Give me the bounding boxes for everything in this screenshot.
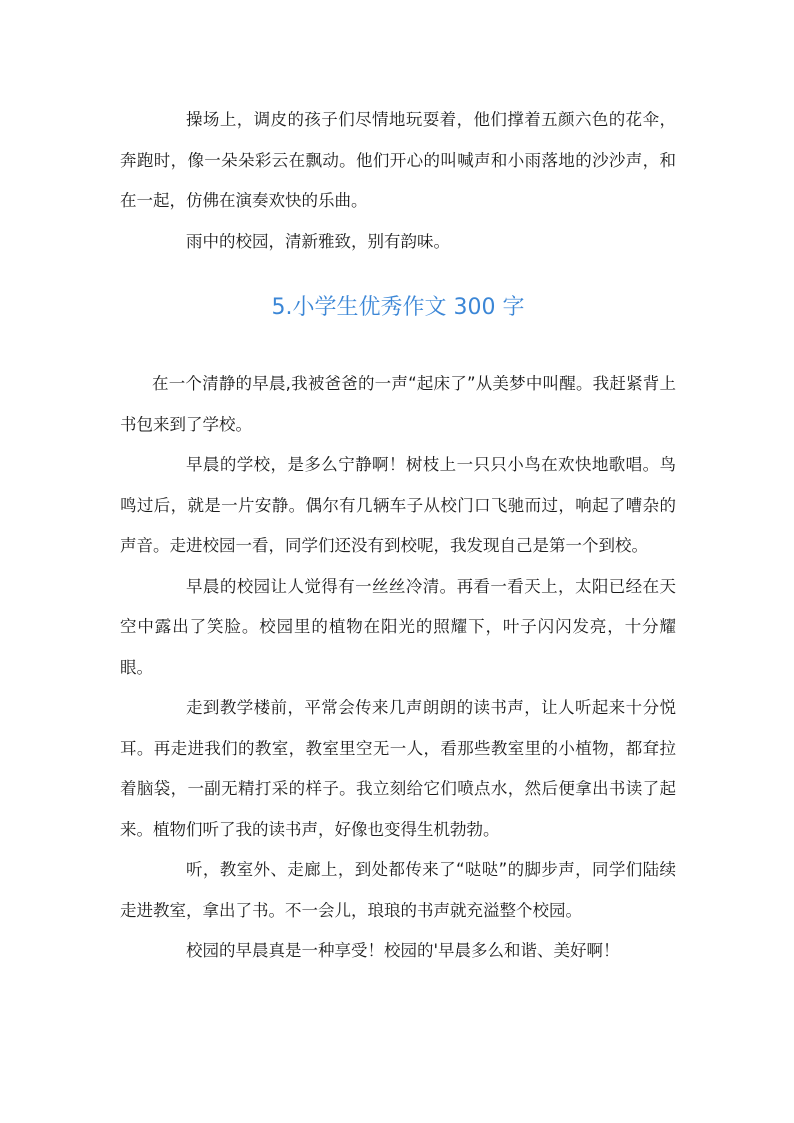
paragraph-conclusion: 校园的早晨真是一种享受！校园的'早晨多么和谐、美好啊！	[186, 941, 620, 960]
section-heading: 5.小学生优秀作文 300 字	[271, 295, 525, 320]
document-page	[120, 100, 676, 972]
paragraph-classroom: 走到教学楼前，平常会传来几声朗朗的读书声，让人听起来十分悦耳。再走进我们的教室，教室里空无一人，看那些教室里的小植物，都耷拉着脑袋，一副无精打采的样子。我立刻给它们喷点水，然后便拿出书读了起来。植物们听了我的读书声，好像也变得生机勃勃。	[120, 698, 676, 839]
paragraph-cold-campus: 早晨的校园让人觉得有一丝丝冷清。再看一看天上，太阳已经在天空中露出了笑脸。校园里的植物在阳光的照耀下，叶子闪闪发亮，十分耀眼。	[120, 576, 676, 677]
paragraph-rain-campus: 雨中的校园，清新雅致，别有韵味。	[186, 231, 450, 251]
paragraph-footsteps: 听，教室外、走廊上，到处都传来了“哒哒”的脚步声，同学们陆续走进教室，拿出了书。不一会儿，琅琅的书声就充溢整个校园。	[120, 860, 676, 920]
paragraph-morning-wake: 在一个清静的早晨,我被爸爸的一声“起床了”从美梦中叫醒。我赶紧背上书包来到了学校。	[120, 374, 676, 434]
paragraph-playground: 操场上，调皮的孩子们尽情地玩耍着，他们撑着五颜六色的花伞，奔跑时，像一朵朵彩云在飘动。他们开心的叫喊声和小雨落地的沙沙声，和在一起，仿佛在演奏欢快的乐曲。	[120, 110, 676, 210]
paragraph-quiet-school: 早晨的学校，是多么宁静啊！树枝上一只只小鸟在欢快地歌唱。鸟鸣过后，就是一片安静。偶尔有几辆车子从校门口飞驰而过，响起了嘈杂的声音。走进校园一看，同学们还没有到校呢，我发现自己是第一个到校。	[120, 455, 676, 555]
